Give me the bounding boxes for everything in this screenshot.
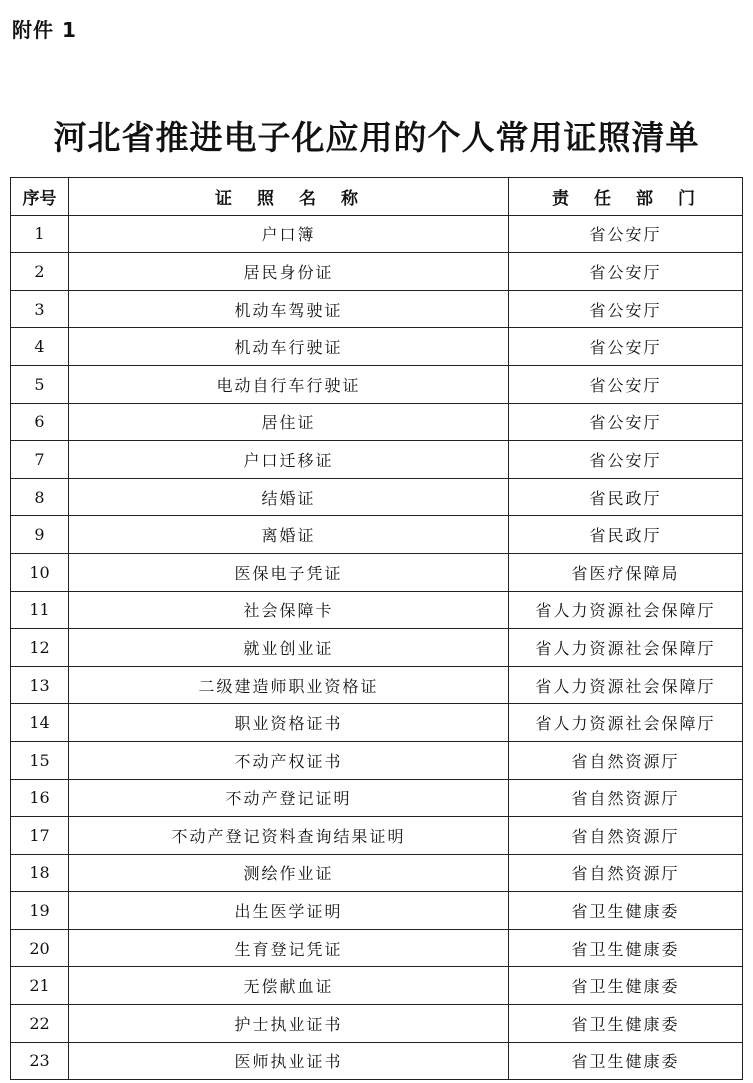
table-row [11, 328, 743, 366]
table-header [11, 178, 743, 216]
row-department: 省民政厅 [509, 478, 743, 516]
header-seq: 序号 [11, 178, 69, 216]
row-cert-name: 出生医学证明 [69, 892, 509, 930]
table-row [11, 854, 743, 892]
row-department: 省自然资源厅 [509, 817, 743, 855]
row-cert-name: 医保电子凭证 [69, 553, 509, 591]
row-department: 省人力资源社会保障厅 [509, 704, 743, 742]
row-department: 省公安厅 [509, 328, 743, 366]
table-row [11, 403, 743, 441]
row-cert-name: 测绘作业证 [69, 854, 509, 892]
row-seq: 14 [11, 704, 69, 742]
row-seq: 2 [11, 253, 69, 291]
row-cert-name: 离婚证 [69, 516, 509, 554]
row-cert-name: 二级建造师职业资格证 [69, 666, 509, 704]
attachment-label: 附件 1 [12, 18, 77, 42]
row-cert-name: 户口簿 [69, 215, 509, 253]
row-seq: 21 [11, 967, 69, 1005]
row-department: 省卫生健康委 [509, 1042, 743, 1080]
certificate-table [10, 177, 743, 1080]
table-row [11, 253, 743, 291]
row-seq: 11 [11, 591, 69, 629]
table-row [11, 441, 743, 479]
row-department: 省人力资源社会保障厅 [509, 591, 743, 629]
table-row [11, 215, 743, 253]
row-seq: 8 [11, 478, 69, 516]
row-seq: 9 [11, 516, 69, 554]
row-cert-name: 社会保障卡 [69, 591, 509, 629]
table-body [11, 215, 743, 1080]
row-cert-name: 居民身份证 [69, 253, 509, 291]
row-department: 省卫生健康委 [509, 929, 743, 967]
row-cert-name: 机动车行驶证 [69, 328, 509, 366]
row-department: 省公安厅 [509, 215, 743, 253]
table-row [11, 779, 743, 817]
row-seq: 15 [11, 741, 69, 779]
row-department: 省公安厅 [509, 365, 743, 403]
row-cert-name: 结婚证 [69, 478, 509, 516]
row-seq: 17 [11, 817, 69, 855]
header-department: 责 任 部 门 [509, 178, 743, 216]
document-title: 河北省推进电子化应用的个人常用证照清单 [53, 118, 700, 157]
row-department: 省人力资源社会保障厅 [509, 666, 743, 704]
row-seq: 23 [11, 1042, 69, 1080]
table-row [11, 290, 743, 328]
table-row [11, 666, 743, 704]
row-cert-name: 不动产登记资料查询结果证明 [69, 817, 509, 855]
row-seq: 20 [11, 929, 69, 967]
row-seq: 7 [11, 441, 69, 479]
table-row [11, 929, 743, 967]
row-seq: 16 [11, 779, 69, 817]
table-row [11, 892, 743, 930]
table-row [11, 365, 743, 403]
row-cert-name: 护士执业证书 [69, 1005, 509, 1043]
header-cert-name: 证 照 名 称 [69, 178, 509, 216]
row-department: 省医疗保障局 [509, 553, 743, 591]
row-seq: 10 [11, 553, 69, 591]
row-seq: 12 [11, 629, 69, 667]
table-row [11, 1005, 743, 1043]
table-row [11, 478, 743, 516]
table-row [11, 704, 743, 742]
row-cert-name: 居住证 [69, 403, 509, 441]
row-seq: 19 [11, 892, 69, 930]
row-department: 省公安厅 [509, 253, 743, 291]
row-seq: 1 [11, 215, 69, 253]
row-cert-name: 无偿献血证 [69, 967, 509, 1005]
row-department: 省自然资源厅 [509, 779, 743, 817]
row-department: 省公安厅 [509, 403, 743, 441]
row-cert-name: 不动产权证书 [69, 741, 509, 779]
row-cert-name: 就业创业证 [69, 629, 509, 667]
table-row [11, 553, 743, 591]
row-cert-name: 医师执业证书 [69, 1042, 509, 1080]
row-seq: 22 [11, 1005, 69, 1043]
row-seq: 6 [11, 403, 69, 441]
table-row [11, 629, 743, 667]
row-department: 省人力资源社会保障厅 [509, 629, 743, 667]
table-row [11, 516, 743, 554]
row-cert-name: 电动自行车行驶证 [69, 365, 509, 403]
row-seq: 3 [11, 290, 69, 328]
row-cert-name: 不动产登记证明 [69, 779, 509, 817]
row-seq: 18 [11, 854, 69, 892]
row-department: 省公安厅 [509, 290, 743, 328]
table-row [11, 967, 743, 1005]
table-row [11, 1042, 743, 1080]
row-seq: 5 [11, 365, 69, 403]
row-department: 省公安厅 [509, 441, 743, 479]
row-department: 省自然资源厅 [509, 854, 743, 892]
row-department: 省自然资源厅 [509, 741, 743, 779]
row-cert-name: 职业资格证书 [69, 704, 509, 742]
row-cert-name: 户口迁移证 [69, 441, 509, 479]
header-row [11, 178, 743, 216]
table-row [11, 741, 743, 779]
row-cert-name: 机动车驾驶证 [69, 290, 509, 328]
row-department: 省民政厅 [509, 516, 743, 554]
row-cert-name: 生育登记凭证 [69, 929, 509, 967]
row-seq: 13 [11, 666, 69, 704]
table-row [11, 817, 743, 855]
row-seq: 4 [11, 328, 69, 366]
row-department: 省卫生健康委 [509, 1005, 743, 1043]
table-row [11, 591, 743, 629]
row-department: 省卫生健康委 [509, 892, 743, 930]
row-department: 省卫生健康委 [509, 967, 743, 1005]
